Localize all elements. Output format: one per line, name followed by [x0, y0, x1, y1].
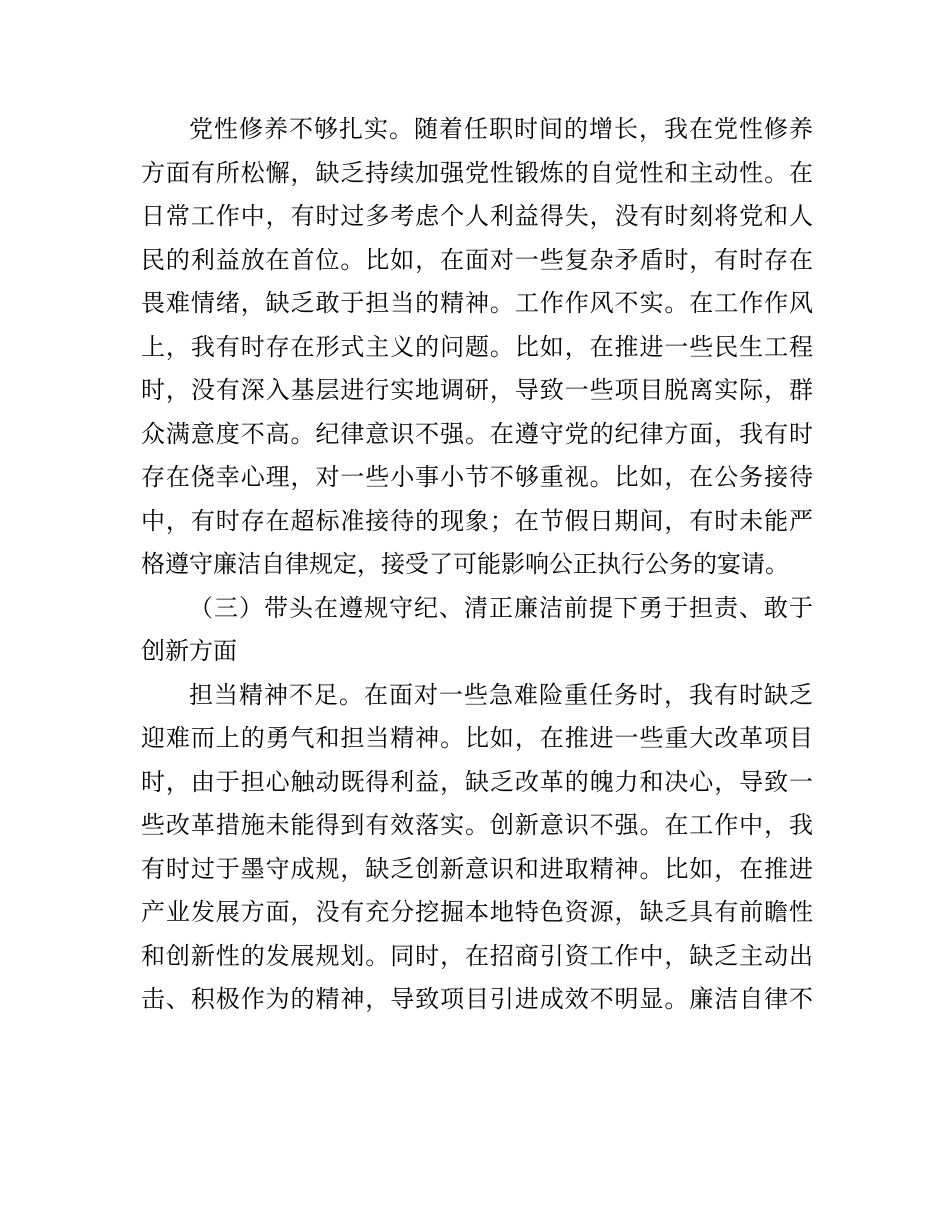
text-line: 击、积极作为的精神，导致项目引进成效不明显。廉洁自律不 [141, 985, 813, 1013]
text-line: 日常工作中，有时过多考虑个人利益得失，没有时刻将党和人 [141, 202, 813, 230]
text-line: 产业发展方面，没有充分挖掘本地特色资源，缺乏具有前瞻性 [141, 898, 813, 926]
text-line: 格遵守廉洁自律规定，接受了可能影响公正执行公务的宴请。 [141, 550, 789, 578]
text-line: 方面有所松懈，缺乏持续加强党性锻炼的自觉性和主动性。在 [141, 158, 813, 187]
text-line: 创新方面 [141, 637, 237, 665]
text-line: 担当精神不足。在面对一些急难险重任务时，我有时缺乏 [189, 680, 813, 709]
text-line: 有时过于墨守成规，缺乏创新意识和进取精神。比如，在推进 [141, 854, 813, 883]
text-line: （三）带头在遵规守纪、清正廉洁前提下勇于担责、敢于 [189, 593, 813, 622]
text-line: 众满意度不高。纪律意识不强。在遵守党的纪律方面，我有时 [141, 419, 813, 448]
text-line: 些改革措施未能得到有效落实。创新意识不强。在工作中，我 [141, 811, 813, 839]
text-line: 民的利益放在首位。比如，在面对一些复杂矛盾时，有时存在 [141, 245, 813, 274]
text-line: 畏难情绪，缺乏敢于担当的精神。工作作风不实。在工作作风 [141, 289, 813, 317]
text-line: 上，我有时存在形式主义的问题。比如，在推进一些民生工程 [141, 332, 813, 361]
text-line: 党性修养不够扎实。随着任职时间的增长，我在党性修养 [189, 115, 813, 143]
text-line: 迎难而上的勇气和担当精神。比如，在推进一些重大改革项目 [141, 724, 813, 752]
text-line: 时，由于担心触动既得利益，缺乏改革的魄力和决心，导致一 [141, 767, 813, 796]
document-body [141, 108, 813, 1022]
text-line: 存在侥幸心理，对一些小事小节不够重视。比如，在公务接待 [141, 463, 813, 491]
text-line: 中，有时存在超标准接待的现象；在节假日期间，有时未能严 [141, 506, 813, 535]
text-line: 时，没有深入基层进行实地调研，导致一些项目脱离实际，群 [141, 376, 813, 404]
text-line: 和创新性的发展规划。同时，在招商引资工作中，缺乏主动出 [141, 941, 813, 970]
